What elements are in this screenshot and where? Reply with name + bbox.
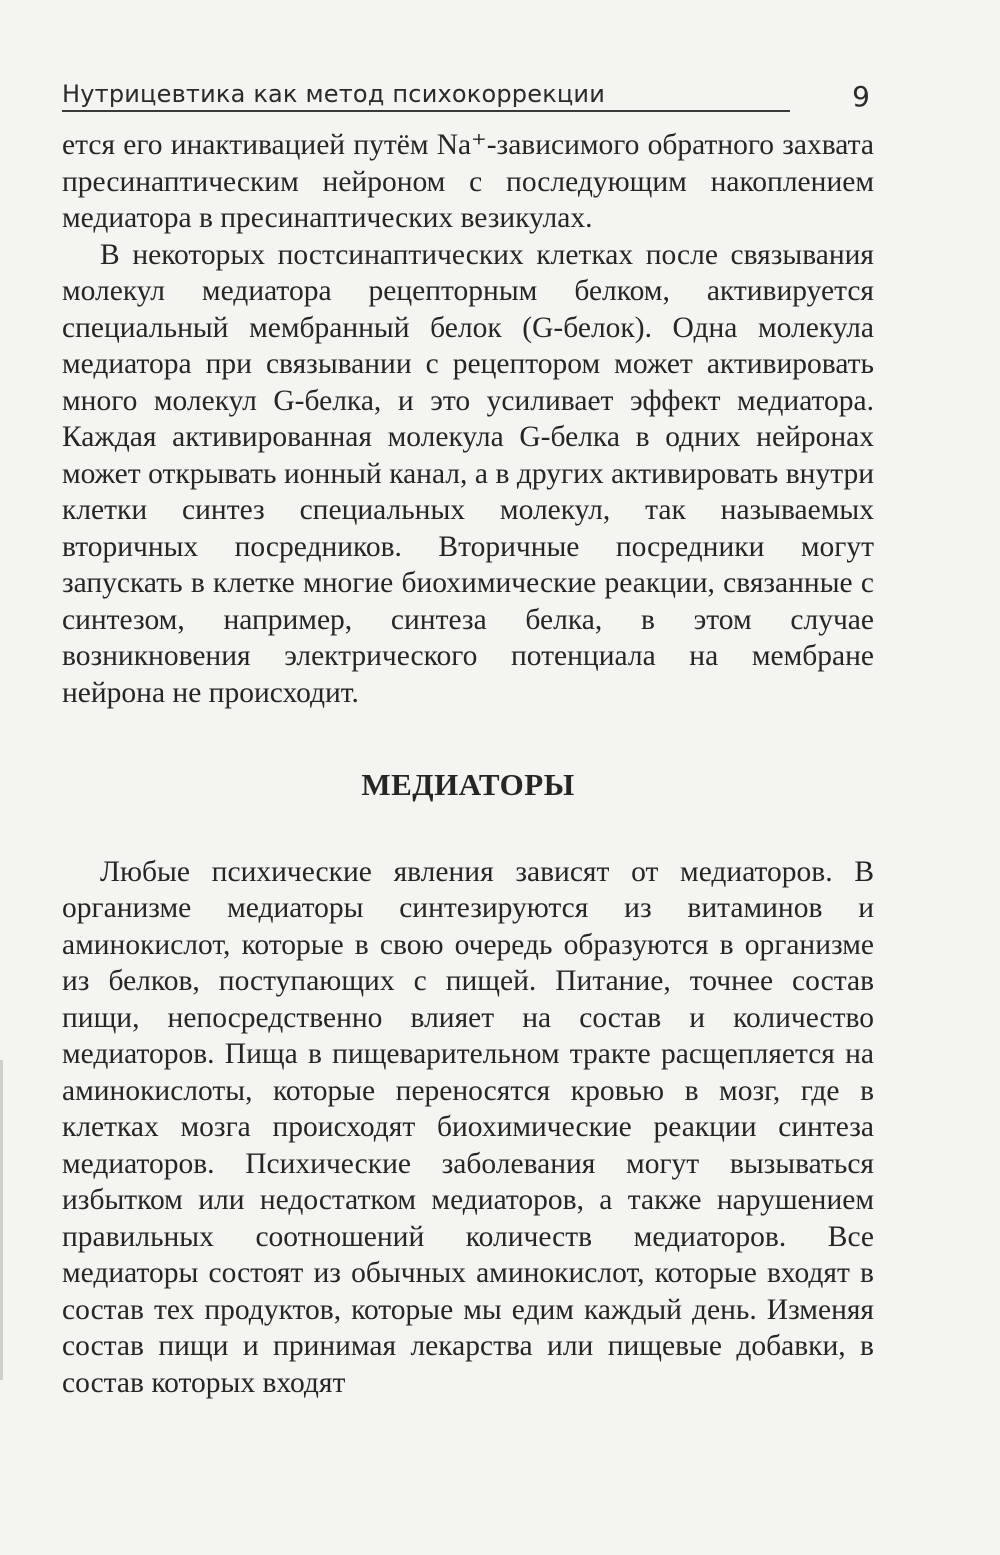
body-text — [62, 127, 874, 1401]
running-header — [62, 80, 880, 112]
running-title: Нутрицевтика как метод психокоррекции — [62, 80, 606, 108]
page-number: 9 — [852, 80, 870, 113]
paragraph-g-protein: В некоторых постсинаптических клетках после связывания молекул медиатора рецепторным белком, активируется специальный мембранный белок (G-белок). Одна молекула медиатора при связывании с рецептором может активировать много молекул G-белка, и это усиливает эффект медиатора. Каждая активированная молекула G-белка в одних нейронах может открывать ионный канал, а в других активировать внутри клетки синтез специальных молекул, так называемых вторичных посредников. Вторичные посредники могут запускать в клетке многие биохимические реакции, связанные с синтезом, например, синтеза белка, в этом случае возникновения электрического потенциала на мембране нейрона не происходит. — [62, 238, 874, 709]
paragraph-mediators: Любые психические явления зависят от медиаторов. В организме медиаторы синтезируются из витаминов и аминокислот, которые в свою очередь образуются в организме из белков, поступающих с пищей. Питание, точнее состав пищи, непосредственно влияет на состав и количество медиаторов. Пища в пищеварительном тракте расщепляется на аминокислоты, которые переносятся кровью в мозг, где в клетках мозга происходят биохимические реакции синтеза медиаторов. Психические заболевания могут вызываться избытком или недостатком медиаторов, а также нарушением правильных соотношений количеств медиаторов. Все медиаторы состоят из обычных аминокислот, которые входят в состав тех продуктов, которые мы едим каждый день. Изменяя состав пищи и принимая лекарства или пищевые добавки, в состав которых входят — [62, 855, 874, 1399]
header-rule — [62, 110, 790, 112]
page-edge-shadow — [0, 1060, 3, 1380]
paragraph-continuation: ется его инактивацией путём Na⁺-зависимого обратного захвата пресинаптическим нейроном с последующим накоплением медиатора в пресинаптических везикулах. — [62, 129, 874, 234]
section-heading: МЕДИАТОРЫ — [361, 767, 575, 802]
